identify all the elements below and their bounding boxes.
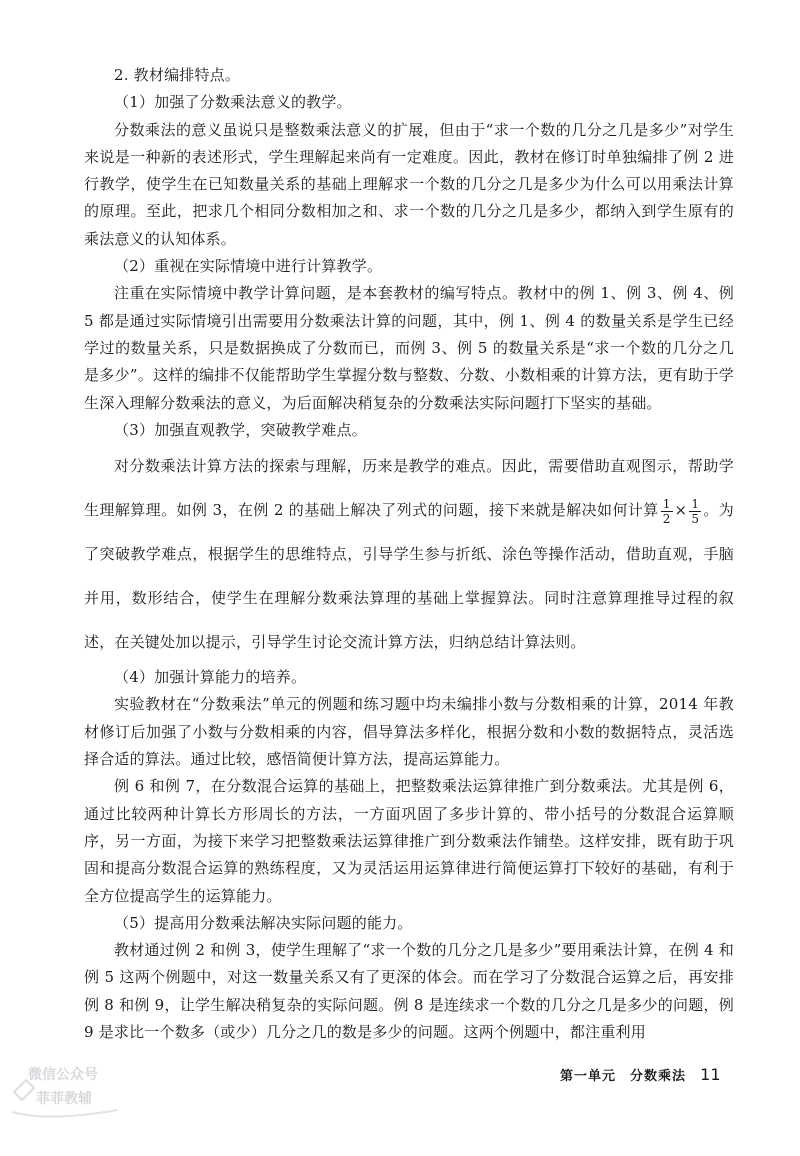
paragraph-text: 对分数乘法计算方法的探索与理解，历来是教学的难点。因此，需要借助直观图示，帮助学生理解算理。如例 3，在例 2 的基础上解决了列式的问题，接下来就是解决如何计算 (84, 457, 734, 520)
fraction-one-half (661, 497, 673, 526)
fraction-numerator: 1 (662, 496, 671, 511)
subsection-title-3: （3）加强直观教学，突破教学难点。 (114, 420, 367, 439)
fraction-denominator: 5 (691, 511, 700, 526)
paragraph-text: 。为了突破教学难点，根据学生的思维特点，引导学生参与折纸、涂色等操作活动，借助直观，手脑并用，数形结合，使学生在理解分数乘法算理的基础上掌握算法。同时注意算理推导过程的叙述，在关键处加以提示，引导学生讨论交流计算方法，归纳总结计算法则。 (84, 501, 734, 652)
fraction-numerator: 1 (691, 496, 700, 511)
paragraph: 例 6 和例 7，在分数混合运算的基础上，把整数乘法运算律推广到分数乘法。尤其是例 6，通过比较两种计算长方形周长的方法，一方面巩固了多步计算的、带小括号的分数混合运算顺序，另一方面，为接下来学习把整数乘法运算律推广到分数乘法作铺垫。这样安排，既有助于巩固和提高分数混合运算的熟练程度，又为灵活运用运算律进行简便运算打下较好的基础，有利于全方位提高学生的运算能力。 (84, 777, 734, 905)
watermark (8, 1052, 128, 1126)
section-title: 2. 教材编排特点。 (114, 66, 241, 84)
page-footer (560, 1063, 740, 1087)
subsection-title-5: （5）提高用分数乘法解决实际问题的能力。 (114, 913, 413, 932)
subsection-title-4: （4）加强计算能力的培养。 (114, 668, 307, 687)
watermark-line-2: 菲菲教辅 (36, 1091, 92, 1107)
paragraph: 教材通过例 2 和例 3，使学生理解了“求一个数的几分之几是多少”要用乘法计算，在例 4 和例 5 这两个例题中，对这一数量关系又有了更深的体会。而在学习了分数混合运算之后，再安排例 8 和例 9，让学生解决稍复杂的实际问题。例 8 是连续求一个数的几分之几是多少的问题，例 9 是求比一个数多（或少）几分之几的数是多少的问题。这两个例题中，都注重利用 (84, 941, 734, 1042)
fraction-denominator: 2 (662, 511, 671, 526)
subsection-title-2: （2）重视在实际情境中进行计算教学。 (114, 257, 383, 276)
subsection-title-1: （1）加强了分数乘法意义的教学。 (114, 93, 352, 112)
paragraph: 分数乘法的意义虽说只是整数乘法意义的扩展，但由于“求一个数的几分之几是多少”对学生来说是一种新的表述形式，学生理解起来尚有一定难度。因此，教材在修订时单独编排了例 2 进行教学，使学生在已知数量关系的基础上理解求一个数的几分之几是多少为什么可以用乘法计算的原理。至此，把求几个相同分数相加之和、求一个数的几分之几是多少，都纳入到学生原有的乘法意义的认知体系。 (84, 120, 734, 248)
paragraph: 实验教材在“分数乘法”单元的例题和练习题中均未编排小数与分数相乘的计算，2014 年教材修订后加强了小数与分数相乘的内容，倡导算法多样化，根据分数和小数的数据特点，灵活选择合适的算法。通过比较，感悟简便计算方法，提高运算能力。 (84, 695, 734, 769)
page-content (84, 62, 734, 1046)
paragraph: 注重在实际情境中教学计算问题，是本套教材的编写特点。教材中的例 1、例 3、例 4、例 5 都是通过实际情境引出需要用分数乘法计算的问题，其中，例 1、例 4 的数量关系是学生已经学过的数量关系，只是数据换成了分数而已，而例 3、例 5 的数量关系是“求一个数的几分之几是多少”。这样的编排不仅能帮助学生掌握分数与整数、分数、小数相乘的计算方法，更有助于学生深入理解分数乘法的意义，为后面解决稍复杂的分数乘法实际问题打下坚实的基础。 (84, 284, 734, 412)
watermark-line-1: 微信公众号 (28, 1067, 98, 1083)
fraction-one-fifth (689, 497, 701, 526)
times-sign: × (674, 501, 688, 520)
page-number: 11 (700, 1065, 721, 1084)
paragraph-with-fractions (84, 444, 734, 664)
unit-title: 第一单元 分数乘法 (560, 1069, 687, 1084)
